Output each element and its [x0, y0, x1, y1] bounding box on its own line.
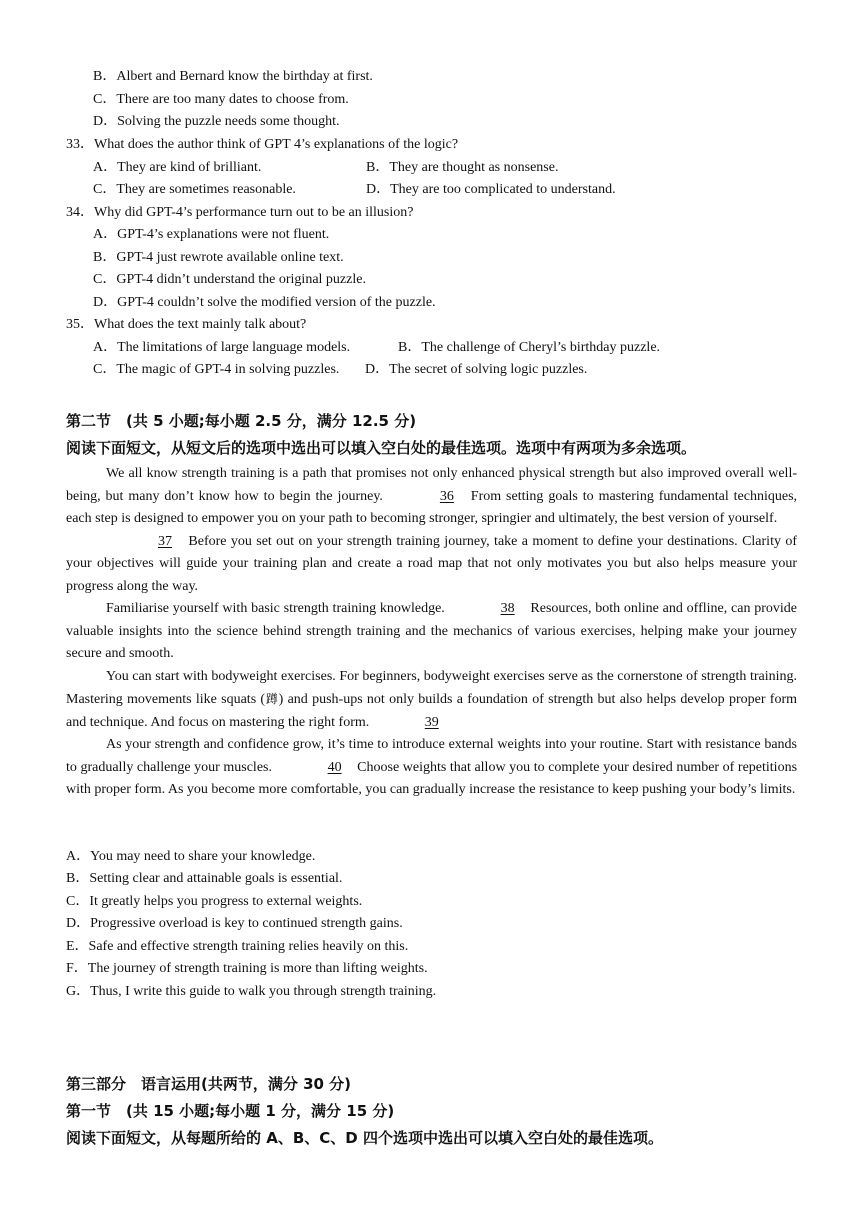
paragraph-5-text-a: As your strength and confidence grow, it’s time to introduce external weights into your routine. Start with resistance bands to gradually challenge your muscles.	[66, 737, 797, 775]
passage	[66, 463, 797, 802]
paragraph-4-text-a: You can start with bodyweight exercises. For beginners, bodyweight exercises serve as the cornerstone of strength training. Mastering movements like squats (	[66, 668, 797, 707]
q34-option-b: B．GPT-4 just rewrote available online text.	[93, 250, 344, 265]
paragraph-5	[66, 734, 797, 802]
paragraph-2-text: Before you set out on your strength training journey, take a moment to define your destinations. Clarity of your objectives will guide your training plan and create a road map that not only motivates you but also helps measure your progress along the way.	[66, 533, 797, 594]
paragraph-1-text-b: From setting goals to mastering fundamental techniques, each step is designed to empower you on your path to becoming stronger, springier and ultimately, the best version of yourself.	[66, 488, 798, 526]
paragraph-3-text-a: Familiarise yourself with basic strength training knowledge.	[106, 601, 445, 616]
paragraph-4-text-b: ) and push-ups not only builds a foundation of strength but also helps develop proper form and technique. And focus on mastering the right form.	[66, 692, 797, 730]
blank-36: 36	[439, 488, 454, 504]
choice-e: E．Safe and effective strength training relies heavily on this.	[66, 939, 409, 954]
section2-instruction: 阅读下面短文，从短文后的选项中选出可以填入空白处的最佳选项。选项中有两项为多余选项。	[66, 439, 697, 457]
section2-heading: 第二节 (共 5 小题;每小题 2.5 分，满分 12.5 分)	[66, 412, 417, 430]
q33-option-a: A．They are kind of brilliant.	[93, 160, 262, 175]
q34-stem: 34．Why did GPT-4’s performance turn out to be an illusion?	[66, 205, 414, 220]
paragraph-1	[66, 463, 797, 531]
q33-stem: 33．What does the author think of GPT 4’s explanations of the logic?	[66, 137, 459, 152]
q33-option-c: C．They are sometimes reasonable.	[93, 182, 296, 197]
blank-38: 38	[500, 601, 515, 616]
paragraph-3	[66, 598, 797, 666]
choice-f: F．The journey of strength training is more than lifting weights.	[66, 961, 428, 976]
q33-option-b: B．They are thought as nonsense.	[366, 160, 559, 175]
q32-option-c: C．There are too many dates to choose from.	[93, 92, 349, 107]
choice-a: A．You may need to share your knowledge.	[66, 849, 316, 864]
q35-option-a: A．The limitations of large language models.	[93, 340, 351, 355]
part3-instruction: 阅读下面短文，从每题所给的 A、B、C、D 四个选项中选出可以填入空白处的最佳选项。	[66, 1129, 663, 1147]
blank-37: 37	[158, 533, 172, 549]
q35-option-d: D．The secret of solving logic puzzles.	[365, 362, 588, 377]
paragraph-2	[66, 531, 797, 599]
q34-option-c: C．GPT-4 didn’t understand the original puzzle.	[93, 272, 366, 287]
choice-d: D．Progressive overload is key to continued strength gains.	[66, 916, 403, 931]
paragraph-3-text-b: Resources, both online and offline, can provide valuable insights into the science behind strength training and the mechanics of various exercises, helping make your journey secure and smooth.	[66, 601, 798, 661]
blank-40: 40	[327, 759, 342, 775]
q32-option-b: B．Albert and Bernard know the birthday at first.	[93, 69, 373, 84]
q32-option-d: D．Solving the puzzle needs some thought.	[93, 114, 340, 129]
q35-option-c: C．The magic of GPT-4 in solving puzzles.	[93, 362, 340, 377]
choice-c: C．It greatly helps you progress to external weights.	[66, 894, 363, 909]
paragraph-1-text-a: We all know strength training is a path that promises not only enhanced physical strength but also improved overall well-being, but many don’t know how to begin the journey.	[66, 466, 797, 504]
paragraph-5-text-b: Choose weights that allow you to complete your desired number of repetitions with proper form. As you become more comfortable, you can gradually increase the resistance to keep pushing your body’s limits.	[66, 759, 798, 797]
q35-stem: 35．What does the text mainly talk about?	[66, 317, 307, 332]
choice-b: B．Setting clear and attainable goals is essential.	[66, 871, 343, 886]
blank-39: 39	[424, 714, 439, 730]
part3-heading: 第三部分 语言运用(共两节，满分 30 分)	[66, 1075, 352, 1093]
q35-option-b: B．The challenge of Cheryl’s birthday puzzle.	[398, 340, 661, 355]
q34-option-d: D．GPT-4 couldn’t solve the modified version of the puzzle.	[93, 295, 436, 310]
paragraph-4	[66, 666, 797, 735]
part3-section1-heading: 第一节 (共 15 小题;每小题 1 分，满分 15 分)	[66, 1102, 395, 1120]
q34-option-a: A．GPT-4’s explanations were not fluent.	[93, 227, 330, 242]
choice-g: G．Thus, I write this guide to walk you through strength training.	[66, 984, 437, 999]
paragraph-4-chinese-gloss: 蹲	[265, 692, 279, 706]
q33-option-d: D．They are too complicated to understand.	[366, 182, 616, 197]
